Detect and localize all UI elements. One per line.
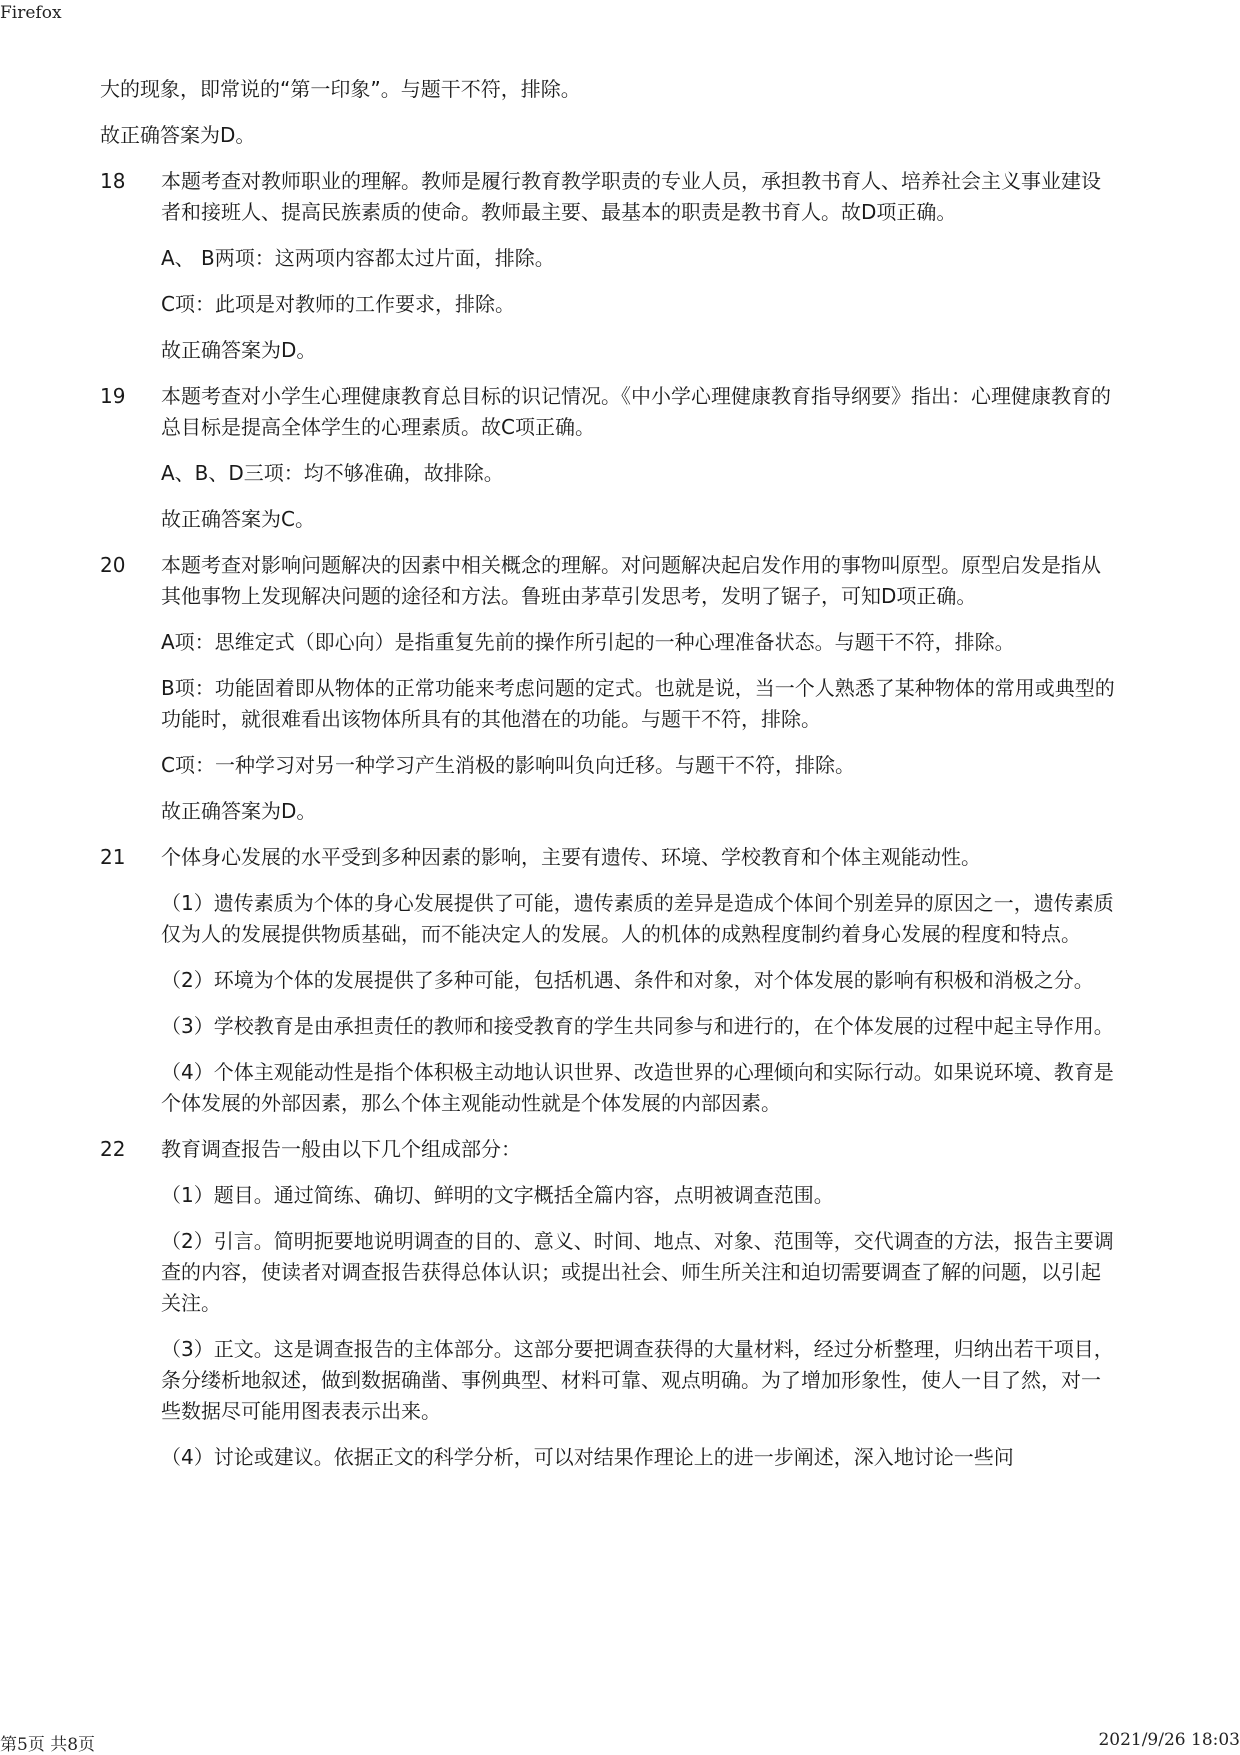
paragraph: 大的现象，即常说的“第一印象”。与题干不符，排除。: [100, 77, 581, 101]
question-item-20: [100, 550, 1115, 612]
numbered-point: （4）讨论或建议。依据正文的科学分析，可以对结果作理论上的进一步阐述，深入地讨论一些问: [161, 1445, 1014, 1469]
question-item-21: [100, 842, 1115, 873]
question-number: 21: [100, 845, 126, 869]
question-explanation: 本题考查对影响问题解决的因素中相关概念的理解。对问题解决起启发作用的事物叫原型。原型启发是指从其他事物上发现解决问题的途径和方法。鲁班由茅草引发思考，发明了锯子，可知D项正确。: [161, 553, 1101, 608]
numbered-point: （2）引言。简明扼要地说明调查的目的、意义、时间、地点、对象、范围等，交代调查的方法，报告主要调查的内容，使读者对调查报告获得总体认识；或提出社会、师生所关注和迫切需要调查了解的问题，以引起关注。: [161, 1229, 1114, 1315]
numbered-point: （1）题目。通过简练、确切、鲜明的文字概括全篇内容，点明被调查范围。: [161, 1183, 834, 1207]
numbered-point: （2）环境为个体的发展提供了多种可能，包括机遇、条件和对象，对个体发展的影响有积极和消极之分。: [161, 968, 1094, 992]
option-analysis: A、B、D三项：均不够准确，故排除。: [161, 461, 504, 485]
answer-line: 故正确答案为D。: [161, 799, 317, 823]
page-number: 第5页 共8页: [0, 1735, 96, 1755]
question-number: 20: [100, 553, 126, 577]
question-item-18: [100, 166, 1115, 228]
answer-line: 故正确答案为D。: [161, 338, 317, 362]
browser-title: Firefox: [0, 3, 62, 23]
question-item-22: [100, 1134, 1115, 1165]
option-analysis: A项：思维定式（即心向）是指重复先前的操作所引起的一种心理准备状态。与题干不符，排除。: [161, 630, 1015, 654]
question-explanation: 教育调查报告一般由以下几个组成部分：: [161, 1137, 521, 1161]
document-content: [100, 74, 1115, 1488]
answer-line: 故正确答案为C。: [161, 507, 315, 531]
question-number: 18: [100, 169, 126, 193]
answer-line: 故正确答案为D。: [100, 123, 256, 147]
question-item-19: [100, 381, 1115, 443]
question-number: 19: [100, 384, 126, 408]
numbered-point: （3）学校教育是由承担责任的教师和接受教育的学生共同参与和进行的，在个体发展的过程中起主导作用。: [161, 1014, 1114, 1038]
question-explanation: 本题考查对教师职业的理解。教师是履行教育教学职责的专业人员，承担教书育人、培养社会主义事业建设者和接班人、提高民族素质的使命。教师最主要、最基本的职责是教书育人。故D项正确。: [161, 169, 1101, 224]
question-number: 22: [100, 1137, 126, 1161]
print-datetime: 2021/9/26 18:03: [1098, 1730, 1240, 1750]
numbered-point: （4）个体主观能动性是指个体积极主动地认识世界、改造世界的心理倾向和实际行动。如果说环境、教育是个体发展的外部因素，那么个体主观能动性就是个体发展的内部因素。: [161, 1060, 1114, 1115]
numbered-point: （3）正文。这是调查报告的主体部分。这部分要把调查获得的大量材料，经过分析整理，归纳出若干项目，条分缕析地叙述，做到数据确凿、事例典型、材料可靠、观点明确。为了增加形象性，使人一目了然，对一些数据尽可能用图表表示出来。: [161, 1337, 1114, 1423]
option-analysis: C项：此项是对教师的工作要求，排除。: [161, 292, 515, 316]
question-explanation: 个体身心发展的水平受到多种因素的影响，主要有遗传、环境、学校教育和个体主观能动性。: [161, 845, 981, 869]
option-analysis: A、 B两项：这两项内容都太过片面，排除。: [161, 246, 555, 270]
option-analysis: B项：功能固着即从物体的正常功能来考虑问题的定式。也就是说，当一个人熟悉了某种物体的常用或典型的功能时，就很难看出该物体所具有的其他潜在的功能。与题干不符，排除。: [161, 676, 1115, 731]
question-explanation: 本题考查对小学生心理健康教育总目标的识记情况。《中小学心理健康教育指导纲要》指出：心理健康教育的总目标是提高全体学生的心理素质。故C项正确。: [161, 384, 1111, 439]
numbered-point: （1）遗传素质为个体的身心发展提供了可能，遗传素质的差异是造成个体间个别差异的原因之一，遗传素质仅为人的发展提供物质基础，而不能决定人的发展。人的机体的成熟程度制约着身心发展的程度和特点。: [161, 891, 1114, 946]
option-analysis: C项：一种学习对另一种学习产生消极的影响叫负向迁移。与题干不符，排除。: [161, 753, 855, 777]
